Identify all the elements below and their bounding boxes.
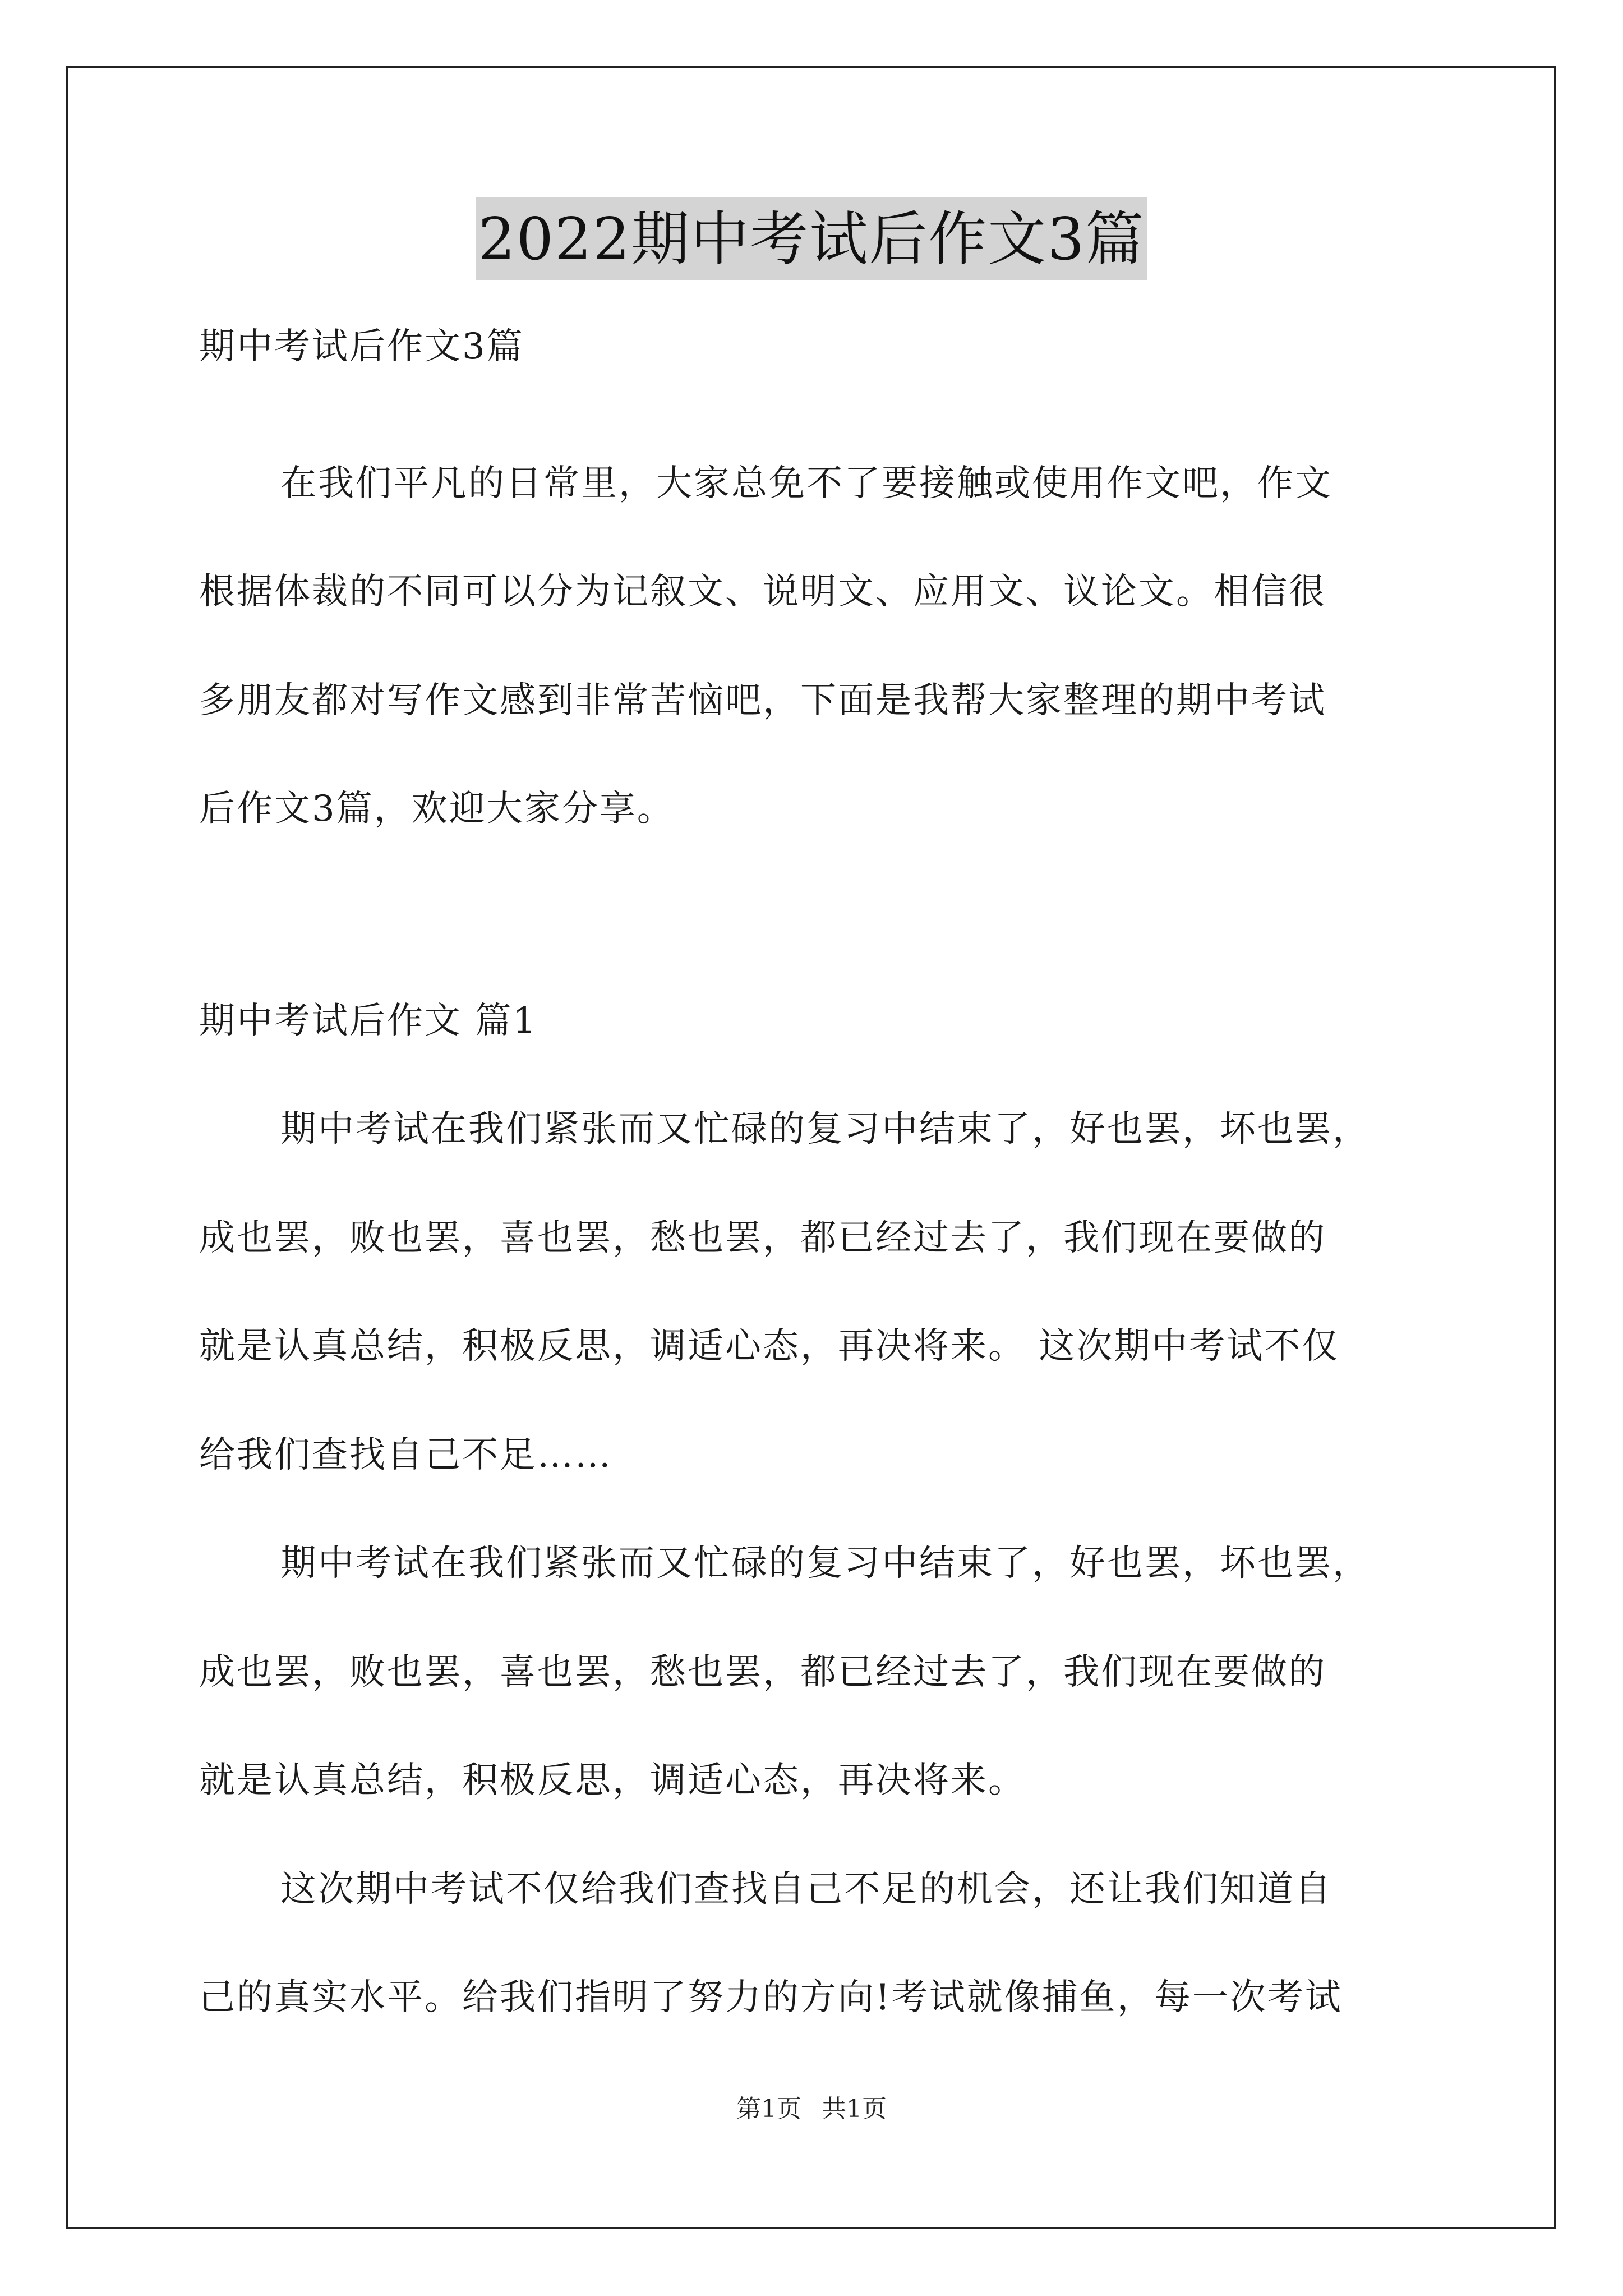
page-number: 第1页 bbox=[736, 2095, 801, 2123]
page-total: 共1页 bbox=[822, 2095, 887, 2123]
section-heading: 期中考试后作文 篇1 bbox=[199, 1000, 538, 1042]
intro-line-1: 在我们平凡的日常里，大家总免不了要接触或使用作文吧，作文 bbox=[280, 463, 1332, 504]
paragraph-2-line-3: 就是认真总结，积极反思，调适心态，再决将来。 bbox=[199, 1760, 1026, 1801]
document-subtitle: 期中考试后作文3篇 bbox=[199, 326, 524, 367]
paragraph-1-line-2: 成也罢，败也罢，喜也罢，愁也罢，都已经过去了，我们现在要做的 bbox=[199, 1217, 1326, 1259]
paragraph-2-line-2: 成也罢，败也罢，喜也罢，愁也罢，都已经过去了，我们现在要做的 bbox=[199, 1651, 1326, 1693]
intro-line-4: 后作文3篇，欢迎大家分享。 bbox=[199, 788, 675, 830]
paragraph-1-line-1: 期中考试在我们紧张而又忙碌的复习中结束了，好也罢，坏也罢， bbox=[280, 1108, 1370, 1150]
intro-line-3: 多朋友都对写作文感到非常苦恼吧，下面是我帮大家整理的期中考试 bbox=[199, 680, 1326, 721]
paragraph-1-line-4: 给我们查找自己不足…… bbox=[199, 1434, 612, 1476]
document-title: 2022期中考试后作文3篇 bbox=[476, 197, 1147, 280]
intro-line-2: 根据体裁的不同可以分为记叙文、说明文、应用文、议论文。相信很 bbox=[199, 571, 1326, 613]
paragraph-1-line-3: 就是认真总结，积极反思，调适心态，再决将来。 这次期中考试不仅 bbox=[199, 1326, 1340, 1367]
paragraph-3-line-2: 己的真实水平。给我们指明了努力的方向!考试就像捕鱼，每一次考试 bbox=[199, 1977, 1343, 2018]
page-footer bbox=[0, 2093, 1623, 2125]
paragraph-3-line-1: 这次期中考试不仅给我们查找自己不足的机会，还让我们知道自 bbox=[280, 1869, 1332, 1910]
paragraph-2-line-1: 期中考试在我们紧张而又忙碌的复习中结束了，好也罢，坏也罢， bbox=[280, 1543, 1370, 1584]
title-container bbox=[0, 197, 1623, 280]
